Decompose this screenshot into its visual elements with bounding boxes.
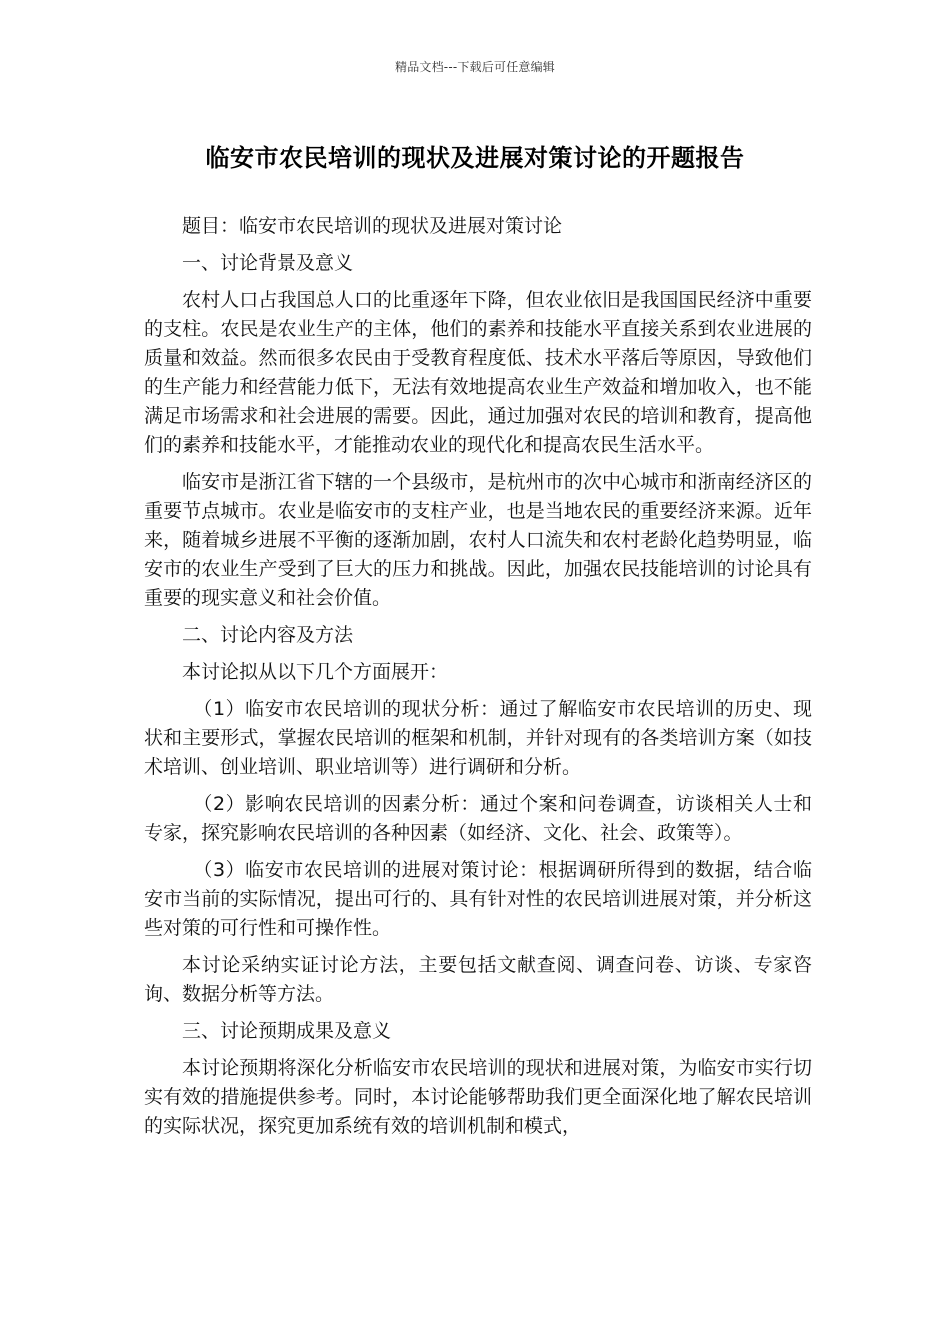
paragraph-background-1: 农村人口占我国总人口的比重逐年下降，但农业依旧是我国国民经济中重要的支柱。农民是农业生产的主体，他们的素养和技能水平直接关系到农业进展的质量和效益。然而很多农民由于受教育程度低、技术水平落后等原因，导致他们的生产能力和经营能力低下，无法有效地提高农业生产效益和增加收入，也不能满足市场需求和社会进展的需要。因此，通过加强对农民的培训和教育，提高他们的素养和技能水平，才能推动农业的现代化和提高农民生活水平。 [144, 289, 812, 456]
paragraph-method: 本讨论采纳实证讨论方法，主要包括文献查阅、调查问卷、访谈、专家咨询、数据分析等方法。 [144, 954, 812, 1005]
paragraph-outcomes: 本讨论预期将深化分析临安市农民培训的现状和进展对策，为临安市实行切实有效的措施提供参考。同时，本讨论能够帮助我们更全面深化地了解农民培训的实际状况，探究更加系统有效的培训机制和模式， [144, 1057, 812, 1137]
document-body [144, 212, 812, 1149]
section-heading-content-method: 二、讨论内容及方法 [182, 624, 354, 646]
header-note: 精品文档---下载后可任意编辑 [395, 60, 555, 74]
list-item-2: （2）影响农民培训的因素分析：通过个案和问卷调查，访谈相关人士和专家，探究影响农民培训的各种因素（如经济、文化、社会、政策等）。 [144, 793, 812, 844]
section-heading-background: 一、讨论背景及意义 [182, 252, 354, 274]
paragraph-content-intro: 本讨论拟从以下几个方面展开： [182, 661, 449, 683]
section-heading-outcomes: 三、讨论预期成果及意义 [182, 1020, 392, 1042]
list-item-1: （1）临安市农民培训的现状分析：通过了解临安市农民培训的历史、现状和主要形式，掌握农民培训的框架和机制，并针对现有的各类培训方案（如技术培训、创业培训、职业培训等）进行调研和分析。 [144, 698, 812, 778]
topic-line: 题目：临安市农民培训的现状及进展对策讨论 [182, 215, 563, 237]
document-title: 临安市农民培训的现状及进展对策讨论的开题报告 [205, 144, 745, 172]
list-item-3: （3）临安市农民培训的进展对策讨论：根据调研所得到的数据，结合临安市当前的实际情况，提出可行的、具有针对性的农民培训进展对策，并分析这些对策的可行性和可操作性。 [144, 859, 812, 939]
paragraph-background-2: 临安市是浙江省下辖的一个县级市，是杭州市的次中心城市和浙南经济区的重要节点城市。农业是临安市的支柱产业，也是当地农民的重要经济来源。近年来，随着城乡进展不平衡的逐渐加剧，农村人口流失和农村老龄化趋势明显，临安市的农业生产受到了巨大的压力和挑战。因此，加强农民技能培训的讨论具有重要的现实意义和社会价值。 [144, 471, 812, 609]
